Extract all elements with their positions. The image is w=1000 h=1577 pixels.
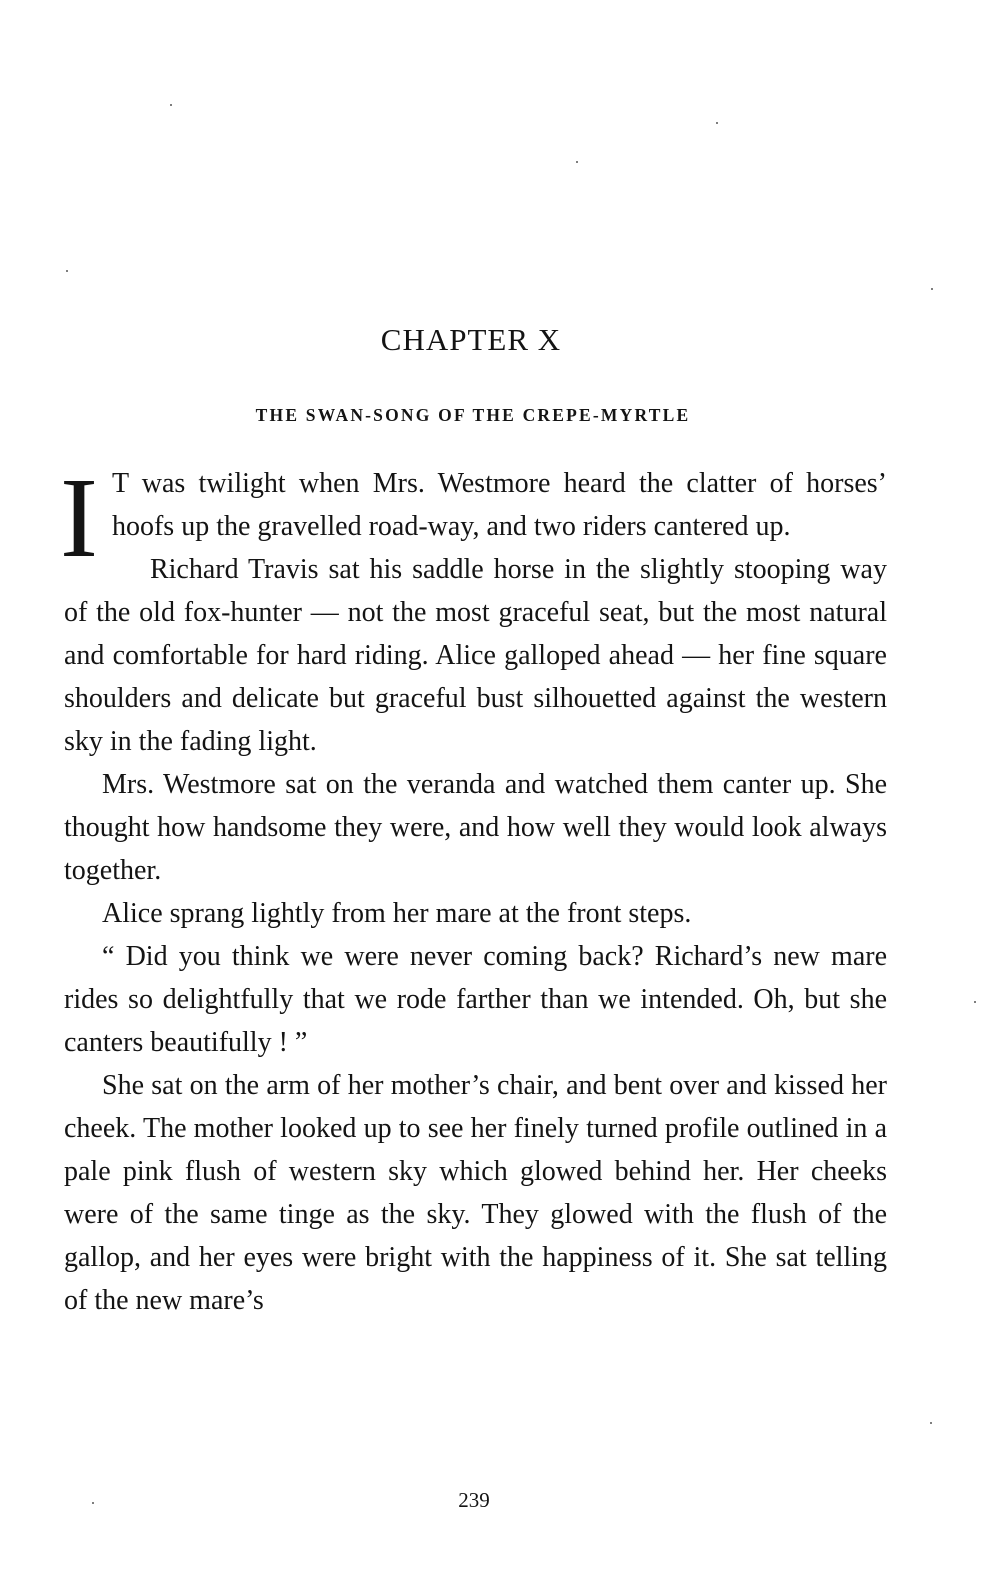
scan-speck (170, 104, 172, 106)
page-number: 239 (458, 1488, 490, 1512)
paragraph-3: Mrs. Westmore sat on the veranda and watched them canter up. She thought how handsome they were, and how well they would look always together. (64, 769, 887, 886)
scan-speck (931, 288, 933, 290)
paragraph-6: She sat on the arm of her mother’s chair, and bent over and kissed her cheek. The mother looked up to see her finely turned profile outlined in a pale pink flush of western sky which glowed behind her. Her cheeks were of the same tinge as the sky. They glowed with the flush of the gallop, and her eyes were bright with the happiness of it. She sat telling of the new mare’s (64, 1070, 887, 1316)
body-text (60, 454, 887, 1322)
paragraph-5: “ Did you think we were never coming back? Richard’s new mare rides so delightfully that we rode farther than we intended. Oh, but she canters beautifully ! ” (64, 941, 887, 1058)
paragraph-1-text: T was twilight when Mrs. Westmore heard the clatter of horses’ hoofs up the gravelled road-way, and two riders cantered up. (111, 468, 887, 542)
scan-speck (576, 161, 578, 163)
paragraph-2: Richard Travis sat his saddle horse in the slightly stooping way of the old fox-hunter — not the most graceful seat, but the most natural and comfortable for hard riding. Alice galloped ahead — her fine square shoulders and delicate but graceful bust silhouetted against the western sky in the fading light. (64, 554, 887, 757)
scan-speck (716, 122, 718, 124)
scan-speck (92, 1502, 94, 1504)
drop-cap: I (60, 454, 98, 581)
chapter-subtitle: THE SWAN-SONG OF THE CREPE-MYRTLE (255, 405, 691, 425)
paragraph-4: Alice sprang lightly from her mare at the front steps. (102, 898, 692, 929)
scan-speck (974, 1001, 976, 1003)
scan-speck (66, 270, 68, 272)
paragraph-1 (60, 454, 887, 581)
chapter-title: CHAPTER X (380, 322, 562, 357)
scan-speck (930, 1422, 932, 1424)
